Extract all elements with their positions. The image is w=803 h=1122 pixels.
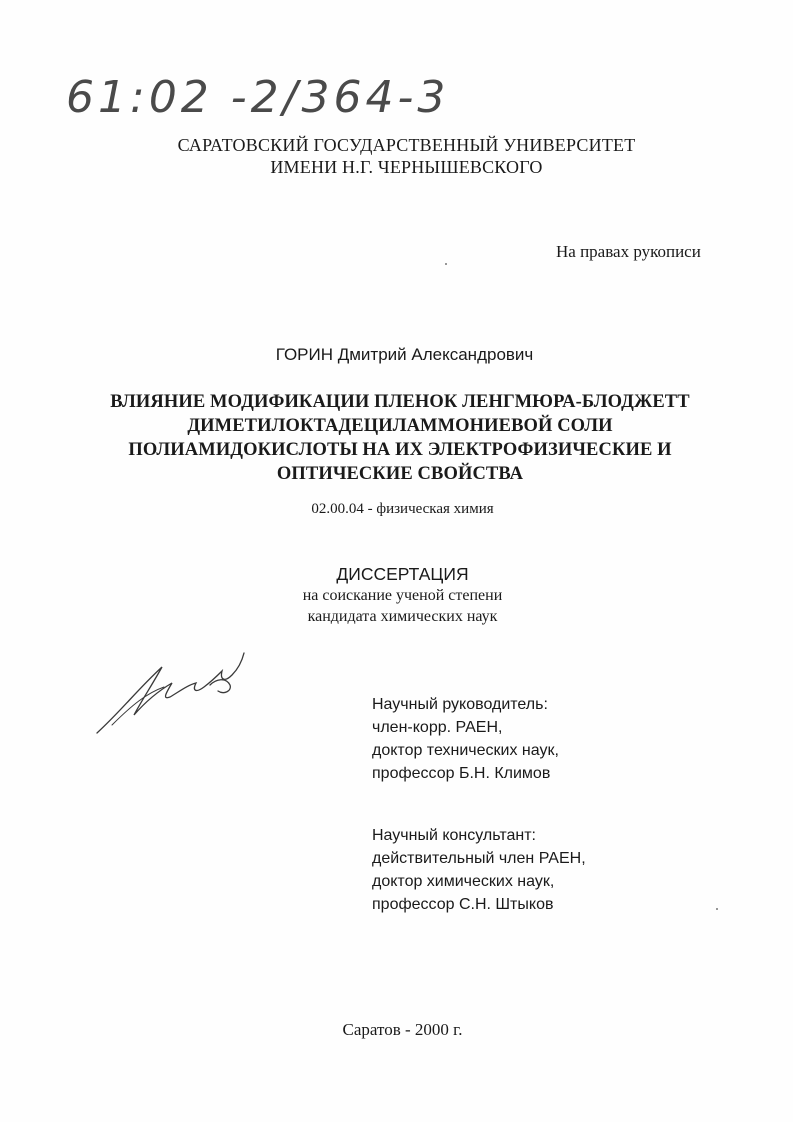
supervisor-title2: доктор технических наук, — [372, 742, 559, 759]
university-name-line2: ИМЕНИ Н.Г. ЧЕРНЫШЕВСКОГО — [270, 157, 543, 177]
consultant-title2: доктор химических наук, — [372, 873, 555, 890]
scan-speck — [445, 263, 447, 265]
handwritten-archive-code — [66, 62, 450, 132]
author-name: ГОРИН Дмитрий Александрович — [275, 345, 534, 364]
title-line: ВЛИЯНИЕ МОДИФИКАЦИИ ПЛЕНОК ЛЕНГМЮРА-БЛОДЖЕТТ — [110, 392, 690, 412]
specialty-code: 02.00.04 - физическая химия — [311, 501, 494, 517]
city-year: Саратов - 2000 г. — [342, 1020, 463, 1039]
title-line: ПОЛИАМИДОКИСЛОТЫ НА ИХ ЭЛЕКТРОФИЗИЧЕСКИЕ И — [128, 440, 672, 460]
degree-line2: кандидата химических наук — [307, 608, 498, 625]
consultant-title1: действительный член РАЕН, — [372, 850, 586, 867]
consultant-heading: Научный консультант: — [372, 827, 536, 844]
university-name-line1: САРАТОВСКИЙ ГОСУДАРСТВЕННЫЙ УНИВЕРСИТЕТ — [177, 135, 636, 155]
supervisor-block — [372, 693, 559, 785]
degree-line1: на соискание ученой степени — [302, 587, 503, 604]
archive-code-text: 61:02 -2/364-3 — [66, 72, 450, 123]
consultant-name: профессор С.Н. Штыков — [372, 896, 554, 913]
dissertation-heading: ДИССЕРТАЦИЯ — [336, 564, 469, 584]
supervisor-name: профессор Б.Н. Климов — [372, 765, 551, 782]
consultant-block — [372, 824, 586, 916]
manuscript-rights-note: На правах рукописи — [556, 242, 701, 261]
supervisor-heading: Научный руководитель: — [372, 696, 548, 713]
handwritten-signature — [92, 645, 262, 740]
scan-speck — [716, 908, 718, 910]
supervisor-title1: член-корр. РАЕН, — [372, 719, 503, 736]
title-line: ДИМЕТИЛОКТАДЕЦИЛАММОНИЕВОЙ СОЛИ — [187, 416, 613, 436]
dissertation-title — [90, 390, 710, 486]
title-line: ОПТИЧЕСКИЕ СВОЙСТВА — [276, 464, 524, 484]
